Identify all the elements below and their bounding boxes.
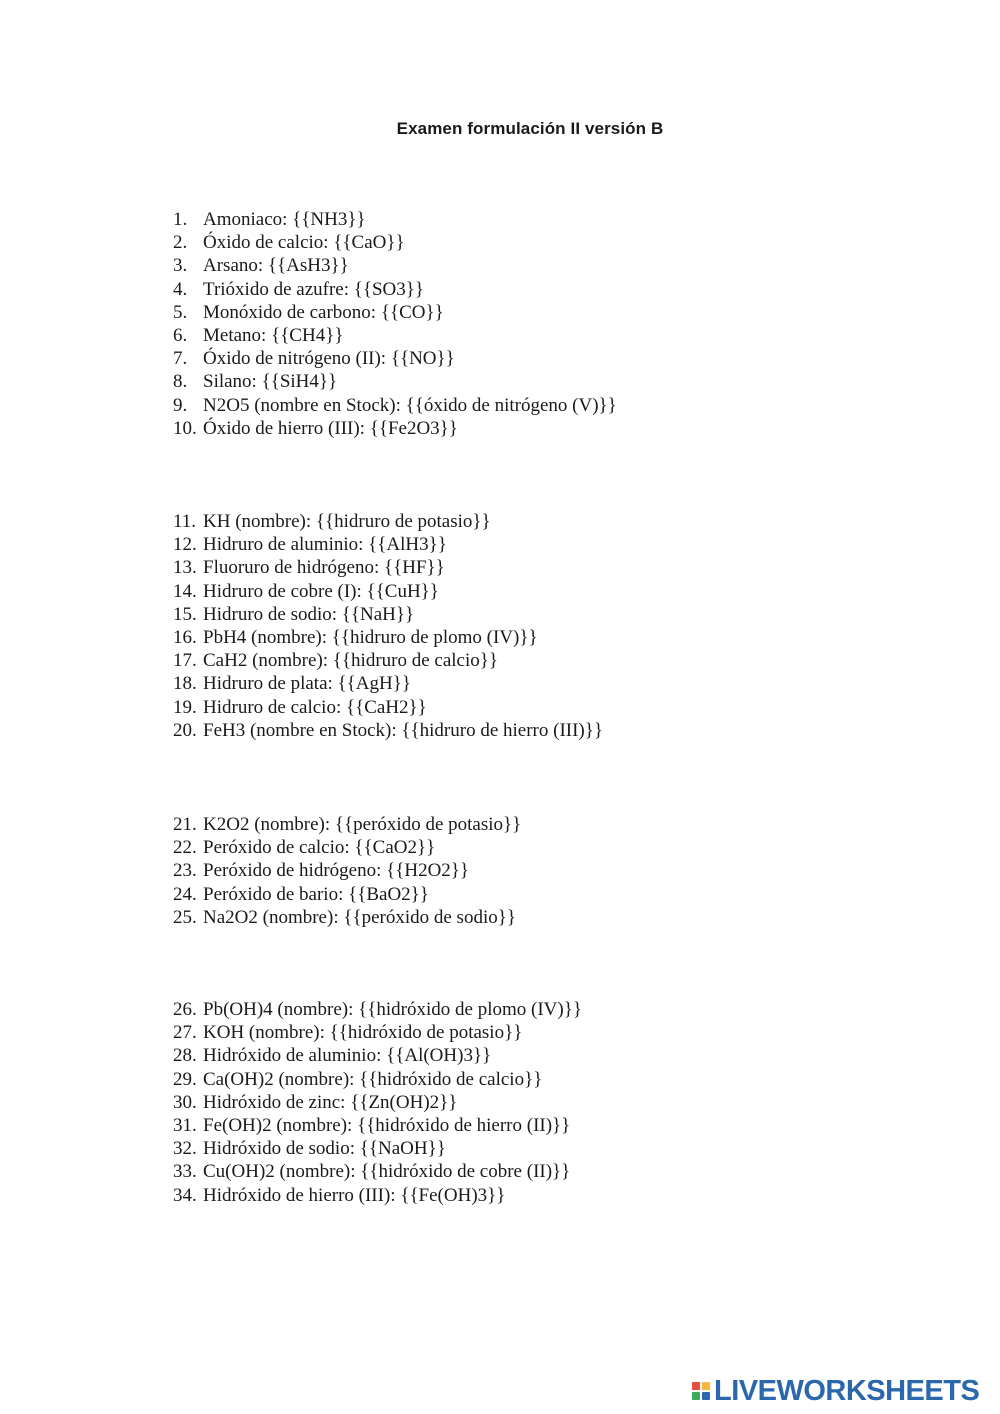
question-number: 21. [173, 814, 197, 835]
question-group-1 [173, 208, 617, 440]
question-text: Fe(OH)2 (nombre): {{hidróxido de hierro (II)}} [203, 1114, 571, 1136]
question-text: FeH3 (nombre en Stock): {{hidruro de hierro (III)}} [203, 719, 604, 741]
logo-square-yellow [702, 1382, 710, 1390]
question-item [173, 533, 603, 556]
question-number: 30. [173, 1091, 197, 1113]
question-item [173, 556, 603, 579]
question-number: 18. [173, 673, 197, 695]
question-text: Arsano: {{AsH3}} [203, 255, 349, 277]
question-item [173, 278, 617, 301]
question-number: 15. [173, 603, 197, 625]
question-item [173, 1068, 582, 1091]
question-number: 27. [173, 1022, 197, 1044]
question-text: PbH4 (nombre): {{hidruro de plomo (IV)}} [203, 626, 538, 648]
question-item [173, 1184, 582, 1207]
question-text: Hidruro de plata: {{AgH}} [203, 673, 411, 695]
question-item [173, 696, 603, 719]
question-number: 32. [173, 1138, 197, 1160]
document-title: Examen formulación II versión B [396, 119, 664, 138]
question-text: Hidruro de calcio: {{CaH2}} [203, 696, 427, 718]
question-item [173, 906, 521, 929]
logo-square-green [692, 1392, 700, 1400]
question-item [173, 208, 617, 231]
liveworksheets-wordmark: LIVEWORKSHEETS [714, 1375, 980, 1407]
question-number: 12. [173, 534, 197, 556]
question-text: Hidruro de cobre (I): {{CuH}} [203, 580, 439, 602]
question-number: 33. [173, 1161, 197, 1183]
question-number: 16. [173, 626, 197, 648]
question-number: 20. [173, 719, 197, 741]
question-item [173, 510, 603, 533]
question-number: 34. [173, 1184, 197, 1206]
question-item [173, 1091, 582, 1114]
question-text: KOH (nombre): {{hidróxido de potasio}} [203, 1022, 523, 1044]
question-text: Peróxido de calcio: {{CaO2}} [203, 837, 436, 859]
question-item [173, 1160, 582, 1183]
question-number: 19. [173, 696, 197, 718]
question-number: 24. [173, 883, 197, 905]
question-number: 4. [173, 278, 188, 300]
question-number: 28. [173, 1045, 197, 1067]
question-text: Óxido de hierro (III): {{Fe2O3}} [203, 417, 458, 439]
question-text: K2O2 (nombre): {{peróxido de potasio}} [203, 814, 522, 835]
logo-square-red [692, 1382, 700, 1390]
question-item [173, 813, 521, 836]
question-number: 14. [173, 580, 197, 602]
question-text: Metano: {{CH4}} [203, 324, 344, 346]
question-text: Fluoruro de hidrógeno: {{HF}} [203, 557, 445, 579]
question-item [173, 580, 603, 603]
question-group-3 [173, 813, 521, 929]
question-text: Ca(OH)2 (nombre): {{hidróxido de calcio}} [203, 1068, 543, 1090]
question-item [173, 324, 617, 347]
question-text: Óxido de nitrógeno (II): {{NO}} [203, 348, 455, 370]
question-item [173, 1044, 582, 1067]
question-text: Hidruro de sodio: {{NaH}} [203, 603, 415, 625]
question-text: Hidróxido de aluminio: {{Al(OH)3}} [203, 1045, 492, 1067]
question-text: Trióxido de azufre: {{SO3}} [203, 278, 425, 300]
question-item [173, 370, 617, 393]
question-item [173, 859, 521, 882]
question-text: Peróxido de bario: {{BaO2}} [203, 883, 429, 905]
question-number: 29. [173, 1068, 197, 1090]
question-item [173, 672, 603, 695]
question-text: KH (nombre): {{hidruro de potasio}} [203, 511, 491, 532]
question-text: Na2O2 (nombre): {{peróxido de sodio}} [203, 906, 516, 928]
question-text: Monóxido de carbono: {{CO}} [203, 301, 444, 323]
question-text: Hidróxido de sodio: {{NaOH}} [203, 1138, 446, 1160]
question-text: N2O5 (nombre en Stock): {{óxido de nitrógeno (V)}} [203, 394, 617, 416]
question-item [173, 998, 582, 1021]
question-text: Óxido de calcio: {{CaO}} [203, 232, 405, 254]
question-number: 13. [173, 557, 197, 579]
question-item [173, 347, 617, 370]
question-item [173, 1021, 582, 1044]
question-item [173, 649, 603, 672]
question-number: 5. [173, 301, 188, 323]
question-number: 9. [173, 394, 188, 416]
question-item [173, 603, 603, 626]
question-item [173, 301, 617, 324]
liveworksheets-logo-icon [692, 1382, 710, 1400]
question-item [173, 394, 617, 417]
question-item [173, 417, 617, 440]
question-number: 31. [173, 1114, 197, 1136]
logo-square-blue [702, 1392, 710, 1400]
question-text: Peróxido de hidrógeno: {{H2O2}} [203, 860, 470, 882]
question-number: 3. [173, 255, 188, 277]
question-item [173, 626, 603, 649]
question-text: Hidruro de aluminio: {{AlH3}} [203, 534, 447, 556]
question-item [173, 254, 617, 277]
question-item [173, 231, 617, 254]
question-number: 26. [173, 999, 197, 1020]
question-text: Silano: {{SiH4}} [203, 371, 338, 393]
question-number: 23. [173, 860, 197, 882]
question-text: CaH2 (nombre): {{hidruro de calcio}} [203, 650, 499, 672]
question-item [173, 1114, 582, 1137]
question-item [173, 836, 521, 859]
question-number: 10. [173, 417, 197, 439]
question-number: 11. [173, 511, 197, 532]
question-text: Cu(OH)2 (nombre): {{hidróxido de cobre (II)}} [203, 1161, 571, 1183]
question-number: 2. [173, 232, 188, 254]
question-group-2 [173, 510, 603, 742]
question-number: 25. [173, 906, 197, 928]
question-item [173, 883, 521, 906]
question-text: Hidróxido de zinc: {{Zn(OH)2}} [203, 1091, 458, 1113]
question-number: 7. [173, 348, 188, 370]
question-text: Amoniaco: {{NH3}} [203, 209, 366, 230]
question-text: Pb(OH)4 (nombre): {{hidróxido de plomo (IV)}} [203, 999, 582, 1020]
question-number: 1. [173, 209, 188, 230]
question-text: Hidróxido de hierro (III): {{Fe(OH)3}} [203, 1184, 506, 1206]
question-number: 17. [173, 650, 197, 672]
question-item [173, 1137, 582, 1160]
question-number: 6. [173, 324, 188, 346]
question-number: 22. [173, 837, 197, 859]
question-item [173, 719, 603, 742]
question-number: 8. [173, 371, 188, 393]
question-group-4 [173, 998, 582, 1207]
liveworksheets-watermark [692, 1377, 979, 1405]
